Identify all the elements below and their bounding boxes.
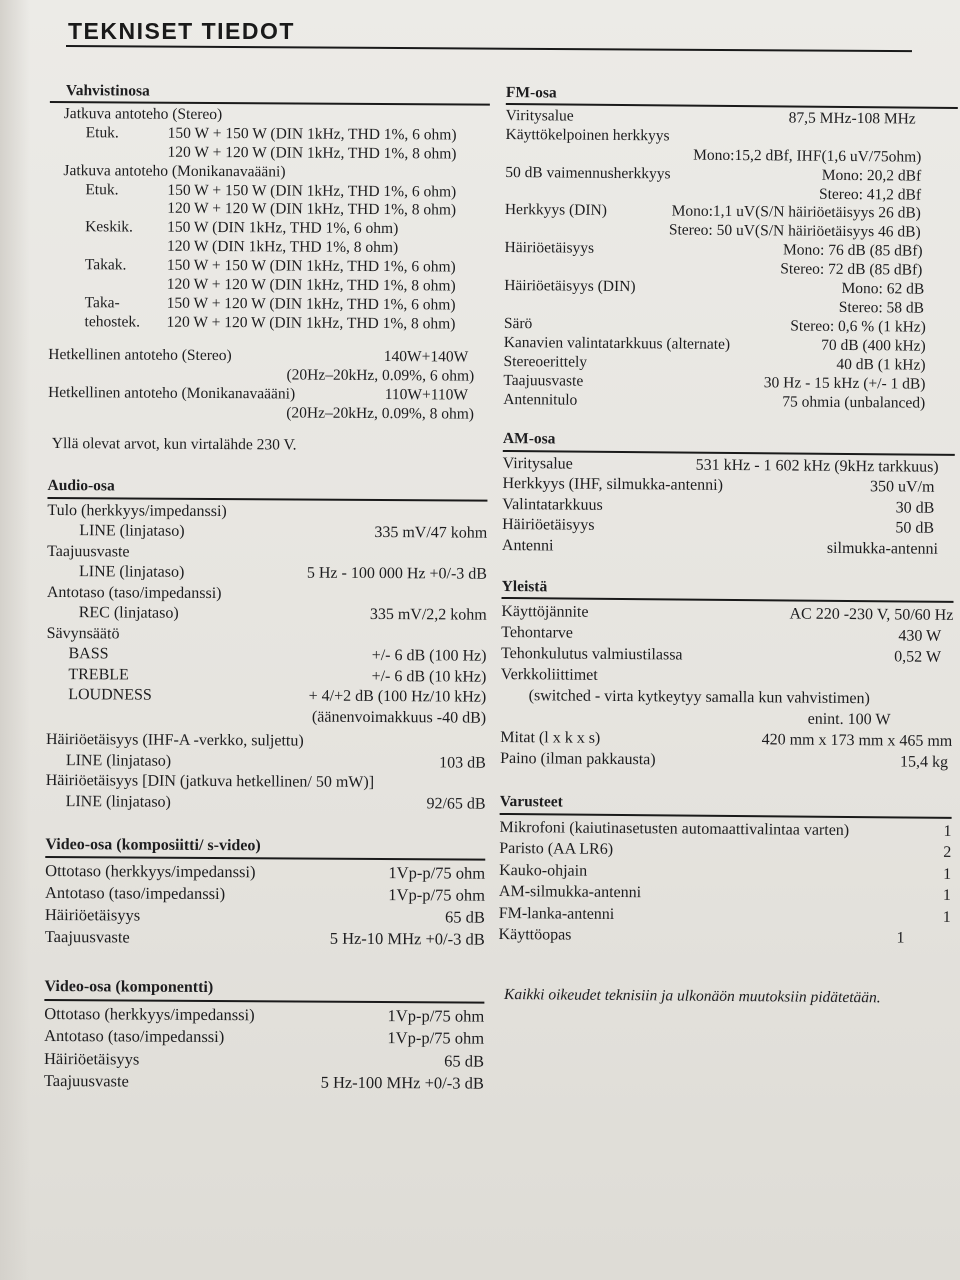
fm-din-mono: Mono:1,1 uV(S/N häiriöetäisyys 26 dB) <box>671 202 921 223</box>
am-label: Antenni <box>501 536 554 555</box>
am-section <box>502 429 955 560</box>
fm-snr-din-label: Häiriöetäisyys (DIN) <box>504 277 636 296</box>
video-composite-value: 5 Hz-10 MHz +0/-3 dB <box>329 929 485 949</box>
amp-stereo-list <box>50 124 490 164</box>
am-label: Herkkyys (IHF, silmukka-antenni) <box>502 475 724 495</box>
fm-snr-stereo: Stereo: 72 dB (85 dBf) <box>780 260 923 279</box>
audio-freq-label: Taajuusvaste <box>47 542 130 561</box>
audio-freq-line-value: 5 Hz - 100 000 Hz +0/-3 dB <box>306 564 488 583</box>
video-component-label: Antotaso (taso/impedanssi) <box>44 1026 225 1047</box>
amp-row-label <box>49 199 153 219</box>
amp-row <box>50 143 490 165</box>
amp-row-value: 120 W + 120 W (DIN 1kHz, THD 1%, 8 ohm) <box>167 143 457 163</box>
fm-freq-value: 30 Hz - 15 kHz (+/- 1 dB) <box>763 373 926 393</box>
fm-din-label: Herkkyys (DIN) <box>504 201 607 220</box>
fm-freq-label: Taajuusvaste <box>503 371 584 390</box>
audio-snr-ihf-line-label: LINE (linjataso) <box>65 751 172 770</box>
am-row <box>502 515 954 539</box>
audio-treble-label: TREBLE <box>68 665 129 684</box>
video-composite-label: Taajuusvaste <box>44 927 130 947</box>
video-component-row <box>44 1025 484 1050</box>
amp-row-value: 150 W (DIN 1kHz, THD 1%, 6 ohm) <box>167 219 399 238</box>
fm-alt-label: Kanavien valintatarkkuus (alternate) <box>503 333 731 353</box>
fm-distortion-value: Stereo: 0,6 % (1 kHz) <box>790 317 926 336</box>
audio-treble-row <box>46 665 486 688</box>
fm-ant-row <box>503 390 955 413</box>
fm-sep-value: 40 dB (1 kHz) <box>836 355 926 374</box>
amp-note: Yllä olevat arvot, kun virtalähde 230 V. <box>51 435 297 454</box>
left-column <box>44 82 490 1095</box>
paper-shadow <box>0 0 30 1280</box>
general-voltage-value: AC 220 -230 V, 50/60 Hz <box>789 605 954 625</box>
audio-output-rec-value: 335 mV/2,2 kohm <box>369 606 487 624</box>
audio-snr-din-row <box>46 792 486 815</box>
right-column <box>498 84 958 1009</box>
fm-quiet-stereo: Stereo: 41,2 dBf <box>818 185 922 204</box>
am-label: Häiriöetäisyys <box>502 516 595 535</box>
fm-distortion-label: Särö <box>503 314 533 333</box>
video-component-label: Häiriöetäisyys <box>43 1048 140 1069</box>
general-standby-label: Tehonkulutus valmiustilassa <box>500 645 683 664</box>
video-component-row <box>44 1048 484 1073</box>
fm-range-value: 87,5 MHz-108 MHz <box>788 109 916 128</box>
audio-freq-line-row <box>47 562 487 585</box>
amp-row-label: Etuk. <box>85 124 119 142</box>
video-component-row <box>44 1003 484 1028</box>
audio-input-label: Tulo (herkkyys/impedanssi) <box>47 501 227 520</box>
audio-snr-ihf-row <box>46 751 486 774</box>
accessory-label: Paristo (AA LR6) <box>499 840 614 859</box>
audio-input-line-row <box>47 521 487 544</box>
peak-stereo-note: (20Hz–20kHz, 0.09%, 6 ohm) <box>286 366 475 385</box>
page-title: TEKNISET TIEDOT <box>68 18 295 44</box>
title-rule <box>66 45 912 52</box>
amp-row-value: 150 W + 150 W (DIN 1kHz, THD 1%, 6 ohm) <box>166 256 456 276</box>
audio-heading: Audio-osa <box>47 476 487 501</box>
fm-sep-label: Stereoerittely <box>503 352 588 371</box>
am-label: Viritysalue <box>502 454 573 473</box>
video-composite-label: Häiriöetäisyys <box>44 905 141 925</box>
peak-multi-row <box>48 384 488 406</box>
general-dims-value: 420 mm x 173 mm x 465 mm <box>761 731 953 751</box>
amp-row-value: 120 W (DIN 1kHz, THD 1%, 8 ohm) <box>166 237 399 257</box>
audio-snr-din-label: Häiriöetäisyys [DIN (jatkuva hetkellinen/ 50 mW)] <box>45 772 375 792</box>
fm-snr-mono: Mono: 76 dB (85 dBf) <box>782 241 923 260</box>
amp-row-value: 150 W + 120 W (DIN 1kHz, THD 1%, 6 ohm) <box>166 294 456 314</box>
am-heading: AM-osa <box>503 429 955 455</box>
fm-snr-din-row <box>504 277 956 300</box>
disclaimer: Kaikki oikeudet teknisiin ja ulkonäön muutoksiin pidätetään. <box>503 985 881 1007</box>
fm-ant-value: 75 ohmia (unbalanced) <box>782 392 926 412</box>
accessory-qty: 1 <box>943 865 952 883</box>
video-composite-section <box>45 834 486 951</box>
accessories-section <box>498 791 951 949</box>
audio-bass-label: BASS <box>68 645 109 663</box>
video-composite-value: 1Vp-p/75 ohm <box>388 885 486 905</box>
amp-row-value: 150 W + 150 W (DIN 1kHz, THD 1%, 6 ohm) <box>167 181 457 201</box>
fm-alt-value: 70 dB (400 kHz) <box>821 336 926 355</box>
video-component-section <box>44 976 485 1095</box>
video-component-label: Ottotaso (herkkyys/impedanssi) <box>44 1003 255 1025</box>
audio-bass-value: +/- 6 dB (100 Hz) <box>371 647 487 665</box>
peak-multi-label: Hetkellinen antoteho (Monikanavaääni) <box>48 383 296 403</box>
am-value: 30 dB <box>895 499 935 517</box>
video-composite-heading: Video-osa (komposiitti/ s-video) <box>45 834 485 861</box>
amp-row-label <box>50 143 154 163</box>
amp-row-value: 150 W + 150 W (DIN 1kHz, THD 1%, 6 ohm) <box>167 124 457 144</box>
audio-loudness-row <box>46 685 486 708</box>
amp-row-label: Etuk. <box>85 180 119 198</box>
fm-snr-din-stereo: Stereo: 58 dB <box>838 298 925 317</box>
general-voltage-label: Käyttöjännite <box>501 603 589 622</box>
audio-treble-value: +/- 6 dB (10 kHz) <box>371 667 487 686</box>
audio-snr-din-line-label: LINE (linjataso) <box>65 792 171 811</box>
accessory-row <box>498 924 950 949</box>
fm-quiet-mono: Mono: 20,2 dBf <box>821 166 922 185</box>
amp-row <box>48 313 488 335</box>
video-composite-row <box>45 882 485 907</box>
general-power-label: Tehontarve <box>501 624 574 643</box>
audio-loudness-value: + 4/+2 dB (100 Hz/10 kHz) <box>308 687 487 706</box>
accessory-qty: 1 <box>896 929 905 947</box>
fm-quiet-label: 50 dB vaimennusherkkyys <box>505 163 671 183</box>
accessory-qty: 1 <box>943 822 952 840</box>
general-weight-label: Paino (ilman pakkausta) <box>500 750 656 769</box>
accessory-label: FM-lanka-antenni <box>498 904 615 923</box>
fm-section <box>503 84 958 413</box>
am-value: 50 dB <box>895 519 935 538</box>
audio-snr-din-line-value: 92/65 dB <box>426 795 486 813</box>
amp-stereo-label: Jatkuva antoteho (Stereo) <box>63 104 223 123</box>
am-value: 350 uV/m <box>869 478 935 497</box>
fm-heading: FM-osa <box>506 84 958 109</box>
accessories-heading: Varusteet <box>500 791 952 818</box>
fm-range-label: Viritysalue <box>505 106 574 125</box>
peak-stereo-value: 140W+140W <box>383 347 469 366</box>
audio-tone-label: Sävynsäätö <box>46 624 120 643</box>
fm-snr-row <box>504 239 956 262</box>
amp-row-value: 120 W + 120 W (DIN 1kHz, THD 1%, 8 ohm) <box>167 200 457 219</box>
peak-multi-note: (20Hz–20kHz, 0.09%, 8 ohm) <box>286 403 475 423</box>
fm-snr-label: Häiriöetäisyys <box>504 239 595 258</box>
video-composite-row <box>45 860 485 885</box>
video-component-heading: Video-osa (komponentti) <box>44 976 484 1003</box>
amp-row-label <box>49 237 153 257</box>
general-power-value: 430 W <box>898 627 942 646</box>
audio-snr-ihf-label: Häiriöetäisyys (IHF-A -verkko, suljettu) <box>45 731 304 750</box>
video-component-row <box>44 1070 484 1095</box>
fm-quiet-row <box>505 164 957 187</box>
video-component-value: 5 Hz-100 MHz +0/-3 dB <box>320 1072 484 1093</box>
audio-bass-row <box>46 644 486 667</box>
am-label: Valintatarkkuus <box>502 495 603 514</box>
video-component-value: 65 dB <box>444 1051 485 1071</box>
general-weight-row <box>500 748 952 773</box>
audio-input-line-value: 335 mV/47 kohm <box>374 524 488 542</box>
peak-multi-value: 110W+110W <box>384 385 469 404</box>
amp-row-value: 120 W + 120 W (DIN 1kHz, THD 1%, 8 ohm) <box>166 313 456 333</box>
video-composite-value: 1Vp-p/75 ohm <box>388 863 486 883</box>
accessory-label: Kauko-ohjain <box>499 861 588 880</box>
audio-input-line-label: LINE (linjataso) <box>79 522 185 541</box>
audio-loudness-label: LOUDNESS <box>68 686 152 704</box>
video-component-value: 1Vp-p/75 ohm <box>387 1028 485 1048</box>
video-composite-label: Antotaso (taso/impedanssi) <box>44 883 226 904</box>
general-heading: Yleistä <box>502 576 954 603</box>
audio-output-rec-label: REC (linjataso) <box>78 604 179 623</box>
general-section <box>500 576 954 773</box>
audio-section <box>46 476 488 815</box>
fm-din-stereo: Stereo: 50 uV(S/N häiriöetäisyys 46 dB) <box>668 221 921 241</box>
amp-row-value: 120 W + 120 W (DIN 1kHz, THD 1%, 8 ohm) <box>166 275 456 295</box>
amp-section <box>48 82 490 457</box>
audio-output-label: Antotaso (taso/impedanssi) <box>46 583 222 602</box>
video-composite-value: 65 dB <box>444 907 485 927</box>
am-value: silmukka-antenni <box>826 539 939 558</box>
amp-heading: Vahvistinosa <box>50 82 490 106</box>
fm-ant-label: Antennitulo <box>503 390 578 409</box>
general-outlets-label: Verkkoliittimet <box>500 666 598 685</box>
amp-multi-list <box>48 181 489 335</box>
general-weight-value: 15,4 kg <box>900 753 949 772</box>
amp-row-label: Takak. <box>84 256 127 274</box>
amp-multi-label: Jatkuva antoteho (Monikanavaääni) <box>63 161 286 181</box>
general-outlets-note: (switched - virta kytkeytyy samalla kun vahvistimen) <box>528 687 870 708</box>
accessory-label: Käyttöopas <box>498 926 572 945</box>
audio-freq-line-label: LINE (linjataso) <box>78 563 185 582</box>
fm-din-row <box>505 201 957 224</box>
accessory-qty: 1 <box>942 887 952 905</box>
accessory-label: AM-silmukka-antenni <box>498 883 642 902</box>
audio-snr-ihf-line-value: 103 dB <box>439 754 486 772</box>
amp-row-label: tehostek. <box>84 313 141 331</box>
general-dims-label: Mitat (l x k x s) <box>500 729 601 748</box>
audio-output-rec-row <box>47 603 487 626</box>
video-component-label: Taajuusvaste <box>43 1071 129 1091</box>
peak-stereo-label: Hetkellinen antoteho (Stereo) <box>48 345 232 364</box>
general-outlets-max: enint. 100 W <box>807 711 891 729</box>
fm-snr-din-mono: Mono: 62 dB <box>841 279 925 298</box>
video-composite-row <box>45 904 485 929</box>
video-composite-label: Ottotaso (herkkyys/impedanssi) <box>45 861 256 882</box>
peak-stereo-row <box>48 346 488 368</box>
accessory-qty: 1 <box>942 908 951 926</box>
accessory-qty: 2 <box>943 844 952 862</box>
amp-row-label: Taka- <box>84 294 120 312</box>
amp-row-label <box>49 275 153 295</box>
amp-row-label: Keskik. <box>85 218 133 236</box>
audio-loudness-note: (äänenvoimakkuus -40 dB) <box>311 708 487 727</box>
video-component-value: 1Vp-p/75 ohm <box>387 1005 485 1026</box>
video-composite-row <box>45 926 485 951</box>
fm-usable-value: Mono:15,2 dBf, IHF(1,6 uV/75ohm) <box>693 146 922 166</box>
am-value: 531 kHz - 1 602 kHz (9kHz tarkkuus) <box>695 456 939 476</box>
accessory-label: Mikrofoni (kaiutinasetusten automaattivalintaa varten) <box>499 818 850 839</box>
general-standby-value: 0,52 W <box>894 648 942 667</box>
fm-usable-label: Käyttökelpoinen herkkyys <box>505 125 670 145</box>
